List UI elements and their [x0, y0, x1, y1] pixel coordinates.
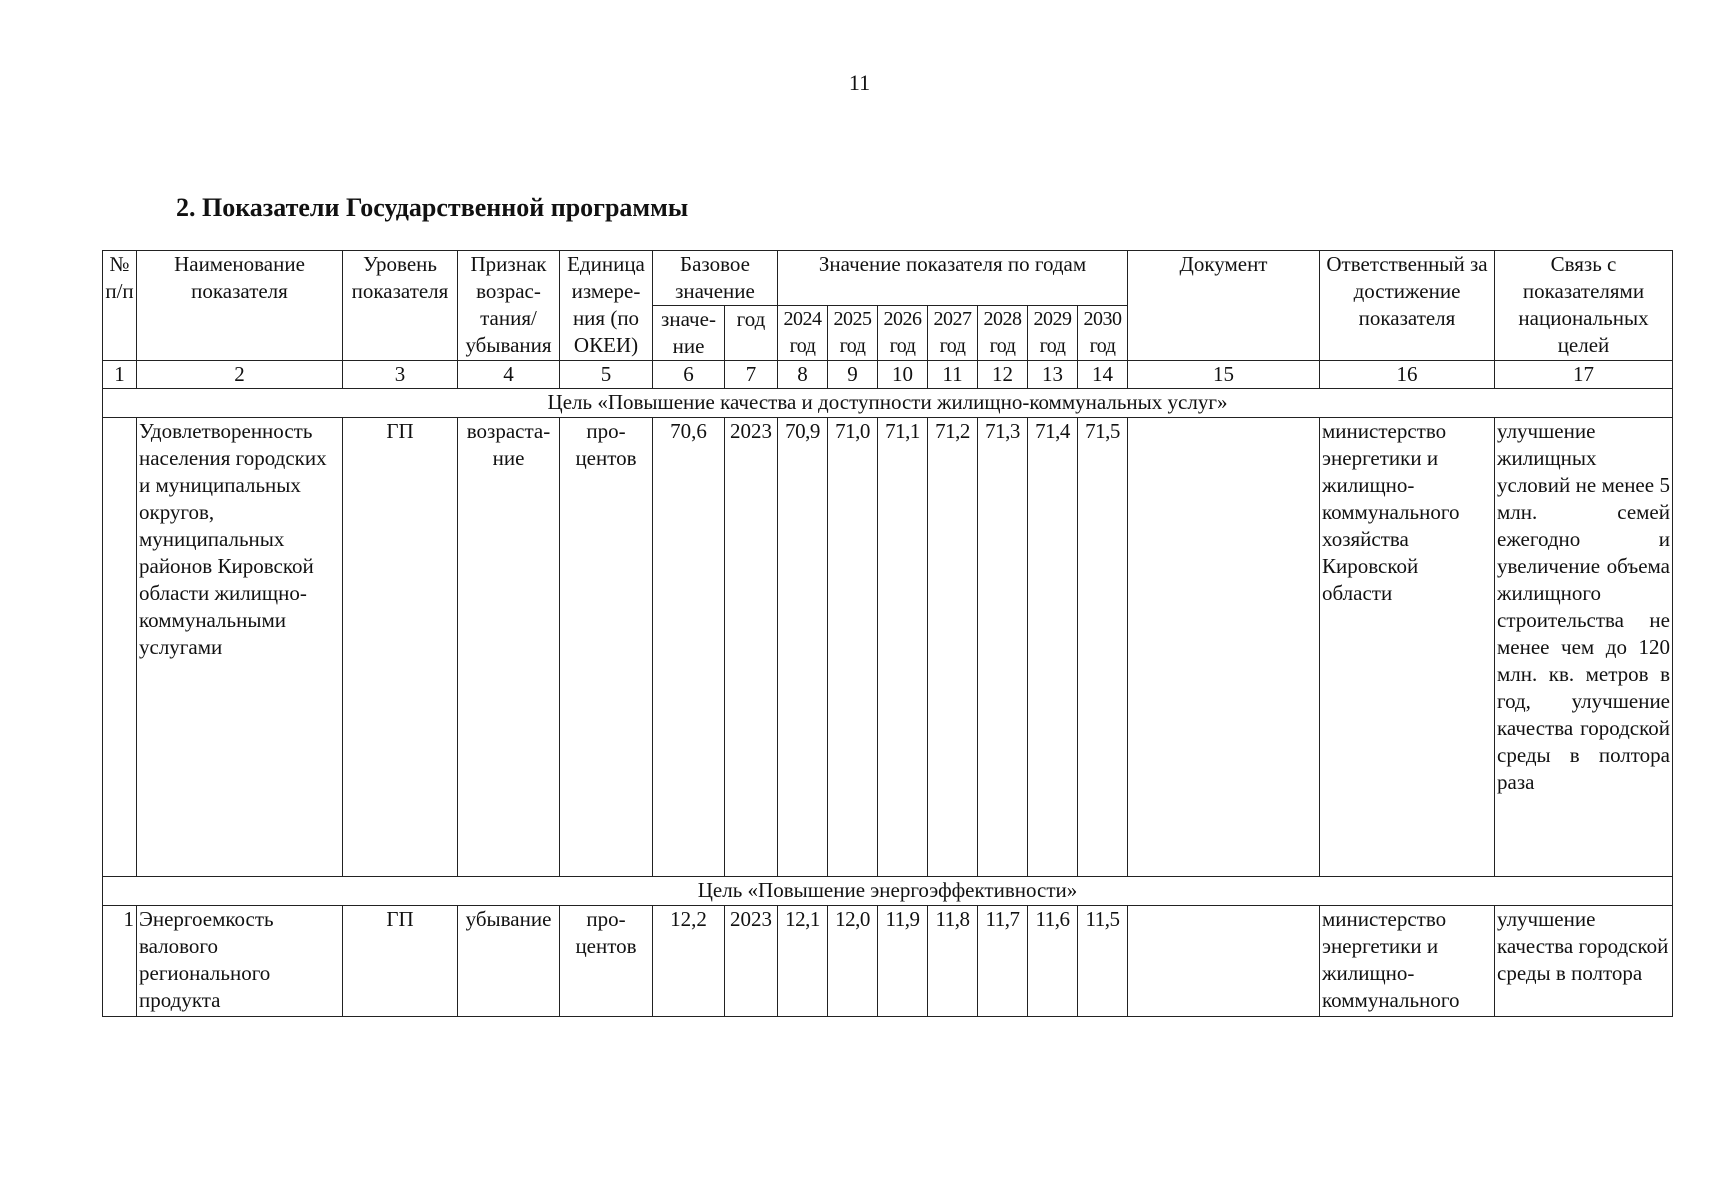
year-value: 71,3 [978, 418, 1028, 877]
header-document: Документ [1128, 251, 1320, 361]
goal-title: Цель «Повышение качества и доступности жилищно-коммунальных услуг» [103, 389, 1673, 418]
indicator-name: Удовлетворенность населения городских и муниципальных округов, муниципальных районов Кировской области жилищно-коммунальными услугами [137, 418, 343, 877]
goal-row-housing [103, 389, 1673, 418]
header-year: 2028 год [978, 306, 1028, 361]
year-value: 71,0 [828, 418, 878, 877]
header-year: 2027 год [928, 306, 978, 361]
header-no: № п/п [103, 251, 137, 361]
indicator-level: ГП [343, 906, 458, 1017]
base-value: 12,2 [653, 906, 725, 1017]
column-number-row [103, 361, 1673, 389]
column-number: 7 [725, 361, 778, 389]
column-number: 16 [1320, 361, 1495, 389]
header-year: 2029 год [1028, 306, 1078, 361]
column-number: 9 [828, 361, 878, 389]
indicator-sign: убывание [458, 906, 560, 1017]
header-year: 2030 год [1078, 306, 1128, 361]
header-unit: Единица измере-ния (по ОКЕИ) [560, 251, 653, 361]
header-level: Уровень показателя [343, 251, 458, 361]
year-value: 70,9 [778, 418, 828, 877]
column-number: 2 [137, 361, 343, 389]
goal-title: Цель «Повышение энергоэффективности» [103, 877, 1673, 906]
column-number: 17 [1495, 361, 1673, 389]
table-row [103, 418, 1673, 877]
row-no [103, 418, 137, 877]
document-cell [1128, 418, 1320, 877]
column-number: 8 [778, 361, 828, 389]
header-base: Базовое значение [653, 251, 778, 306]
document-cell [1128, 906, 1320, 1017]
year-value: 12,1 [778, 906, 828, 1017]
header-values-by-year: Значение показателя по годам [778, 251, 1128, 306]
page-number: 11 [848, 70, 871, 95]
header-link: Связь с показателями национальных целей [1495, 251, 1673, 361]
base-value: 70,6 [653, 418, 725, 877]
header-name: Наименование показателя [137, 251, 343, 361]
header-base-year: год [725, 306, 778, 361]
responsible-cell: министерство энергетики и жилищно-коммунального [1320, 906, 1495, 1017]
year-value: 71,4 [1028, 418, 1078, 877]
column-number: 14 [1078, 361, 1128, 389]
year-value: 11,8 [928, 906, 978, 1017]
header-responsible: Ответственный за достижение показателя [1320, 251, 1495, 361]
header-base-value: значе-ние [653, 306, 725, 361]
year-value: 11,6 [1028, 906, 1078, 1017]
column-number: 1 [103, 361, 137, 389]
base-year: 2023 [725, 906, 778, 1017]
base-year: 2023 [725, 418, 778, 877]
year-value: 71,2 [928, 418, 978, 877]
header-row-top [103, 251, 1673, 306]
national-goals-link: улучшение жилищных условий не менее 5 млн. семей ежегодно и увеличение объема жилищного строительства не менее чем до 120 млн. кв. метров в год, улучшение качества городской среды в полтора раза [1495, 418, 1673, 877]
year-value: 71,5 [1078, 418, 1128, 877]
indicator-level: ГП [343, 418, 458, 877]
indicator-unit: про-центов [560, 906, 653, 1017]
year-value: 12,0 [828, 906, 878, 1017]
indicator-unit: про-центов [560, 418, 653, 877]
row-no: 1 [103, 906, 137, 1017]
year-value: 11,5 [1078, 906, 1128, 1017]
table-row [103, 906, 1673, 1017]
column-number: 3 [343, 361, 458, 389]
column-number: 12 [978, 361, 1028, 389]
column-number: 10 [878, 361, 928, 389]
header-year: 2024 год [778, 306, 828, 361]
column-number: 15 [1128, 361, 1320, 389]
responsible-cell: министерство энергетики и жилищно-коммунального хозяйства Кировской области [1320, 418, 1495, 877]
column-number: 6 [653, 361, 725, 389]
column-number: 13 [1028, 361, 1078, 389]
column-number: 5 [560, 361, 653, 389]
year-value: 11,7 [978, 906, 1028, 1017]
column-number: 4 [458, 361, 560, 389]
goal-row-energy [103, 877, 1673, 906]
indicator-name: Энергоемкость валового регионального продукта [137, 906, 343, 1017]
indicators-table [102, 250, 1673, 1017]
year-value: 71,1 [878, 418, 928, 877]
header-year: 2026 год [878, 306, 928, 361]
header-sign: Признак возрас-тания/ убывания [458, 251, 560, 361]
header-year: 2025 год [828, 306, 878, 361]
section-title: 2. Показатели Государственной программы [176, 193, 689, 222]
national-goals-link: улучшение качества городской среды в полтора [1495, 906, 1673, 1017]
year-value: 11,9 [878, 906, 928, 1017]
column-number: 11 [928, 361, 978, 389]
indicator-sign: возраста-ние [458, 418, 560, 877]
